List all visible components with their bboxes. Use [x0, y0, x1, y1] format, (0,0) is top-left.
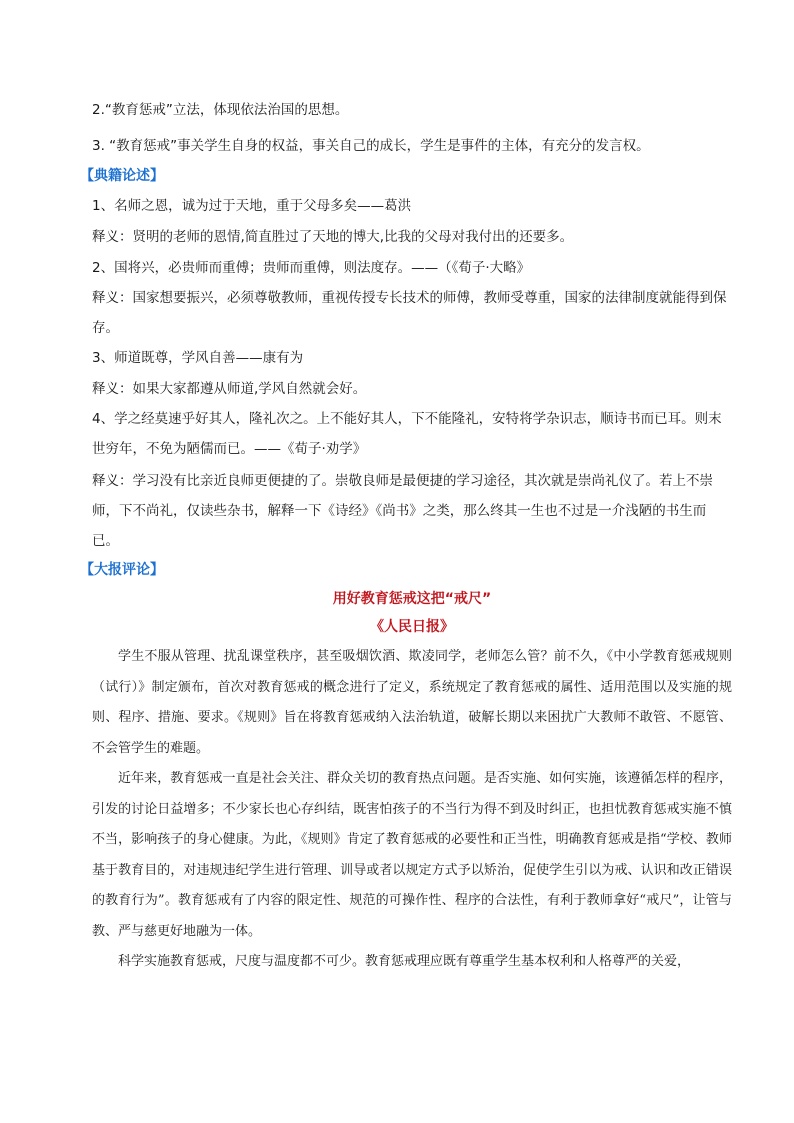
review-body: [92, 642, 732, 978]
classic-explain-2: 释义：国家想要振兴，必须尊敬教师，重视传授专长技术的师傅，教师受尊重，国家的法律制度就能得到保存。: [92, 290, 727, 336]
classic-explain-1: 释义：贤明的老师的恩情,简直胜过了天地的博大,比我的父母对我付出的还要多。: [92, 229, 574, 245]
classic-explain-3: 释义：如果大家都遵从师道,学风自然就会好。: [92, 381, 367, 397]
intro-point-3: 3. “教育惩戒”事关学生自身的权益，事关自己的成长，学生是事件的主体，有充分的发言权。: [92, 138, 650, 154]
review-source: 《人民日报》: [370, 619, 454, 635]
intro-point-2: 2.“教育惩戒”立法，体现依法治国的思想。: [92, 102, 349, 118]
review-paragraph-1: 学生不服从管理、扰乱课堂秩序，甚至吸烟饮酒、欺凌同学，老师怎么管？前不久，《中小学教育惩戒规则（试行）》制定颁布，首次对教育惩戒的概念进行了定义，系统规定了教育惩戒的属性、适用范围以及实施的规则、程序、措施、要求。《规则》旨在将教育惩戒纳入法治轨道，破解长期以来困扰广大教师不敢管、不愿管、不会管学生的难题。: [92, 649, 732, 756]
review-heading: 【大报评论】: [80, 562, 164, 578]
classic-quote-1: 1、名师之恩，诚为过于天地，重于父母多矣——葛洪: [92, 198, 412, 214]
review-title: 用好教育惩戒这把“戒尺”: [332, 591, 492, 607]
classic-quote-4: 4、学之经莫速乎好其人，隆礼次之。上不能好其人，下不能隆礼，安特将学杂识志，顺诗书而已耳。则末世穷年，不免为陋儒而已。——《荀子·劝学》: [92, 411, 722, 457]
document-page: [80, 100, 732, 978]
review-paragraph-2: 近年来，教育惩戒一直是社会关注、群众关切的教育热点问题。是否实施、如何实施，该遵循怎样的程序，引发的讨论日益增多；不少家长也心存纠结，既害怕孩子的不当行为得不到及时纠正，也担忧教育惩戒实施不慎不当，影响孩子的身心健康。为此，《规则》肯定了教育惩戒的必要性和正当性，明确教育惩戒是指“学校、教师基于教育目的，对违规违纪学生进行管理、训导或者以规定方式予以矫治，促使学生引以为戒、认识和改正错误的教育行为”。教育惩戒有了内容的限定性、规范的可操作性、程序的合法性，有利于教师拿好“戒尺”，让管与教、严与慈更好地融为一体。: [92, 771, 732, 939]
classics-list: [92, 196, 732, 556]
classic-explain-4: 释义：学习没有比亲近良师更便捷的了。崇敬良师是最便捷的学习途径，其次就是崇尚礼仪了。若上不崇师，下不尚礼，仅读些杂书，解释一下《诗经》《尚书》之类，那么终其一生也不过是一介浅陋的书生而已。: [92, 473, 713, 549]
classic-quote-3: 3、师道既尊，学风自善——康有为: [92, 350, 304, 366]
classic-quote-2: 2、国将兴，必贵师而重傅；贵师而重傅，则法度存。——（《荀子·大略》: [92, 260, 531, 276]
classics-heading: 【典籍论述】: [80, 168, 164, 184]
review-paragraph-3: 科学实施教育惩戒，尺度与温度都不可少。教育惩戒理应既有尊重学生基本权利和人格尊严的关爱，: [118, 954, 691, 969]
